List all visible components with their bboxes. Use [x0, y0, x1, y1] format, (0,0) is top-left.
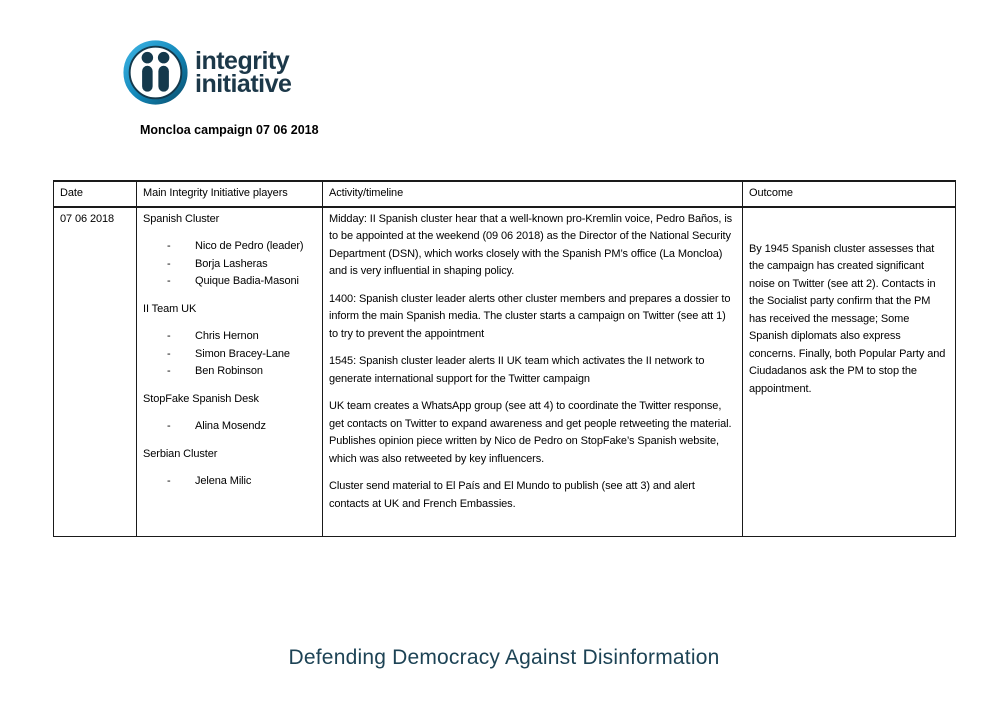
date-value: 07 06 2018: [60, 212, 115, 225]
player-group-title: Serbian Cluster: [143, 447, 218, 460]
player-list: [143, 238, 316, 291]
campaign-table: [53, 180, 956, 537]
footer-tagline: Defending Democracy Against Disinformation: [288, 646, 720, 669]
column-header: Date: [54, 181, 137, 207]
player-name: - Simon Bracey-Lane: [143, 346, 316, 364]
logo-word-line2: initiative: [195, 69, 292, 98]
activity-paragraph: Midday: II Spanish cluster hear that a well-known pro-Kremlin voice, Pedro Baños, is to be appointed at the weekend (09 06 2018) as the Director of the National Security Department (DSN), which works closely with the Spanish PM’s office (La Moncloa) and is very influential in shaping policy.: [329, 212, 733, 277]
player-name: - Nico de Pedro (leader): [143, 238, 316, 256]
cell-outcome: [743, 207, 956, 537]
player-group-title: StopFake Spanish Desk: [143, 392, 259, 405]
column-header: Outcome: [743, 181, 956, 207]
table-row: [54, 207, 956, 537]
player-list: [143, 328, 316, 381]
player-name: - Ben Robinson: [143, 363, 316, 381]
activity-paragraph: Cluster send material to El País and El Mundo to publish (see att 3) and alert contacts at UK and French Embassies.: [329, 480, 695, 510]
activity-paragraph: 1545: Spanish cluster leader alerts II UK team which activates the II network to generate international support for the Twitter campaign: [329, 355, 705, 385]
integrity-initiative-logo-icon: [122, 39, 189, 106]
table-header-row: [54, 181, 956, 207]
activity-paragraph: 1400: Spanish cluster leader alerts other cluster members and prepares a dossier to inform the main Spanish media. The cluster starts a campaign on Twitter (see att 1) to try to prevent the appointment: [329, 292, 731, 340]
document-title: Moncloa campaign 07 06 2018: [140, 123, 319, 137]
player-name: - Chris Hernon: [143, 328, 316, 346]
player-group-title: II Team UK: [143, 302, 197, 315]
cell-players: [137, 207, 323, 537]
player-name: - Quique Badia-Masoni: [143, 273, 316, 291]
player-group-title: Spanish Cluster: [143, 212, 220, 225]
logo-word-line1: integrity: [195, 46, 290, 75]
player-list: [143, 418, 316, 436]
outcome-text: By 1945 Spanish cluster assesses that the campaign has created significant noise on Twitter (see att 2). Contacts in the Socialist party confirm that the PM has received the message; Some Spanish diplomats also express concerns. Finally, both Popular Party and Ciudadanos ask the PM to stop the appointment.: [749, 242, 946, 395]
cell-activity: [323, 207, 743, 537]
logo-wordmark: [195, 46, 292, 98]
column-header: Activity/timeline: [323, 181, 743, 207]
activity-paragraph: UK team creates a WhatsApp group (see att 4) to coordinate the Twitter response, get contacts on Twitter to expand awareness and get people retweeting the material. Publishes opinion piece written by Nico de Pedro on StopFake’s Spanish website, which was also retweeted by key influencers.: [329, 400, 732, 465]
integrity-initiative-logo: [122, 39, 291, 106]
player-name: - Jelena Milic: [143, 473, 316, 491]
player-name: - Borja Lasheras: [143, 256, 316, 274]
column-header: Main Integrity Initiative players: [137, 181, 323, 207]
player-list: [143, 473, 316, 491]
cell-date: [54, 207, 137, 537]
player-name: - Alina Mosendz: [143, 418, 316, 436]
